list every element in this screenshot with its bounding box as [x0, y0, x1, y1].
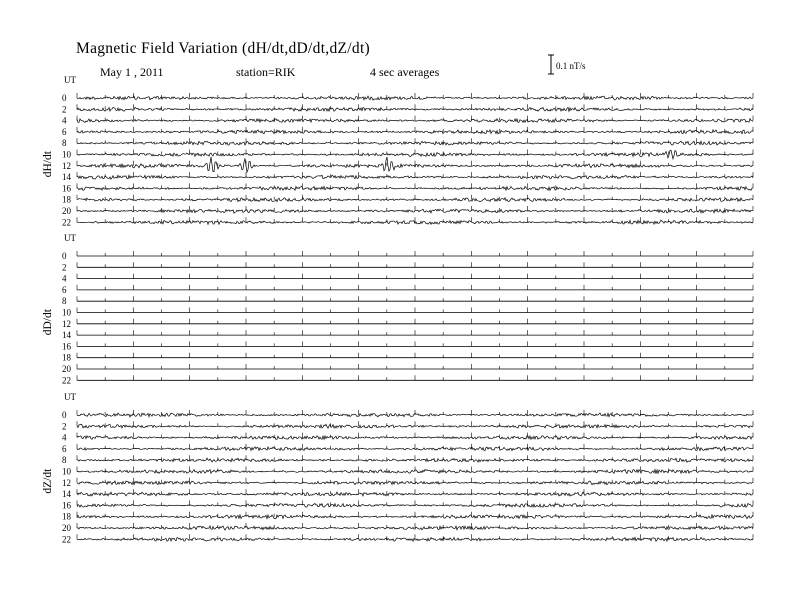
row-label: 8 [62, 138, 67, 149]
row-label: 2 [62, 421, 67, 432]
row-label: 20 [62, 523, 71, 533]
row-label: 2 [62, 262, 67, 273]
row-label: 16 [62, 341, 71, 352]
row-label: 14 [62, 172, 71, 183]
row-label: 14 [62, 489, 71, 500]
panel-dH-dt [42, 75, 753, 227]
row-label: 16 [62, 500, 71, 511]
row-label: 6 [62, 126, 67, 137]
row-label: 22 [62, 217, 71, 228]
row-label: 20 [62, 364, 71, 374]
ut-label: UT [64, 75, 76, 85]
row-label: 4 [62, 273, 67, 284]
row-label: 12 [62, 477, 71, 488]
date-label: May 1 , 2011 [100, 65, 164, 79]
row-label: 10 [62, 466, 71, 477]
panels [42, 75, 753, 544]
row-label: 14 [62, 330, 71, 341]
panel-label: dD/dt [42, 309, 54, 336]
row-label: 0 [62, 410, 67, 420]
panel-label: dZ/dt [42, 468, 54, 494]
row-label: 18 [62, 352, 71, 363]
row-label: 6 [62, 284, 67, 295]
row-label: 4 [62, 432, 67, 443]
row-label: 0 [62, 251, 67, 261]
row-label: 2 [62, 104, 67, 115]
row-label: 0 [62, 93, 67, 103]
station-label: station=RIK [236, 65, 296, 79]
panel-dD-dt [42, 233, 753, 385]
chart-title: Magnetic Field Variation (dH/dt,dD/dt,dZ/dt) [76, 40, 371, 57]
panel-label: dH/dt [42, 151, 54, 178]
row-label: 18 [62, 194, 71, 205]
row-label: 4 [62, 115, 67, 126]
row-label: 10 [62, 307, 71, 318]
row-label: 12 [62, 318, 71, 329]
ut-label: UT [64, 233, 76, 243]
row-label: 22 [62, 534, 71, 545]
row-label: 20 [62, 206, 71, 216]
row-label: 12 [62, 160, 71, 171]
row-label: 22 [62, 375, 71, 386]
row-label: 16 [62, 183, 71, 194]
ut-label: UT [64, 392, 76, 402]
scale-label: 0.1 nT/s [556, 61, 586, 71]
row-label: 10 [62, 149, 71, 160]
row-label: 8 [62, 455, 67, 466]
averaging-label: 4 sec averages [370, 65, 440, 79]
row-label: 18 [62, 511, 71, 522]
panel-dZ-dt [42, 392, 753, 544]
scale-bar [548, 55, 586, 74]
row-label: 6 [62, 443, 67, 454]
row-label: 8 [62, 296, 67, 307]
